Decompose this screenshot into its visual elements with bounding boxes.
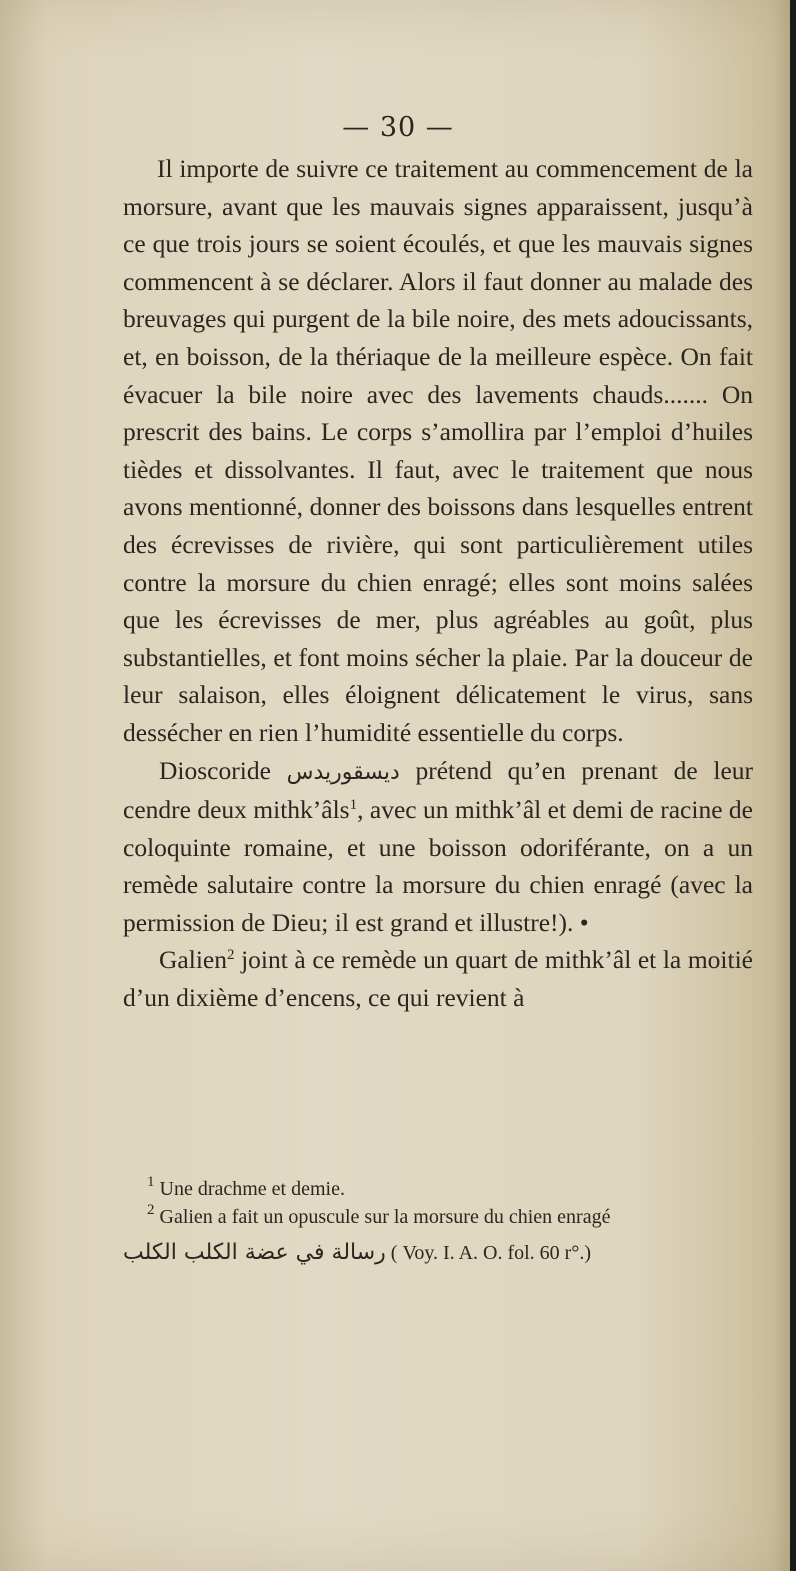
footnotes xyxy=(123,1175,753,1267)
dioscoride-name: Dioscoride xyxy=(159,755,271,785)
paragraph-1: Il importe de suivre ce traitement au commencement de la morsure, avant que les mauvais signes apparaissent, jusqu’à ce que trois jours se soient écoulés, et que les mauvais signes commencent à se déclarer. Alors il faut donner au malade des breuvages qui purgent de la bile noire, des mets adoucissants, et, en boisson, de la thériaque de la meilleure espèce. On fait évacuer la bile noire avec des lavements chauds....... On prescrit des bains. Le corps s’amollira par l’emploi d’huiles tièdes et dissolvantes. Il faut, avec le traitement que nous avons mentionné, donner des boissons dans lesquelles entrent des écrevisses de rivière, qui sont particulièrement utiles contre la morsure du chien enragé; elles sont moins salées que les écrevisses de mer, plus agréables au goût, plus substantielles, et font moins sécher la plaie. Par la douceur de leur salaison, elles éloignent délicatement le virus, sans dessécher en rien l’humidité essentielle du corps. xyxy=(123,154,753,747)
paragraph-2 xyxy=(123,752,753,942)
body-text xyxy=(123,150,753,1017)
paragraph-2-end: , avec un mithk’âl et demi de racine de coloquinte romaine, et une boisson odoriférante, on a un remède salutaire contre la morsure du chien enragé (avec la permission de Dieu; il est grand et illustre!). • xyxy=(123,795,753,937)
page-edge-shadow xyxy=(790,0,796,1571)
footnote-2-line-2 xyxy=(123,1239,753,1267)
page-number: — 30 — xyxy=(342,112,454,143)
paragraph-2-text: prétend qu’en prenant de leur cendre deux mithk’âls xyxy=(123,755,753,825)
footnote-1-text: Une drachme et demie. xyxy=(159,1178,345,1200)
footnote-2-mark: 2 xyxy=(147,1202,155,1218)
footnote-2-reference: ( Voy. I. A. O. fol. 60 r°.) xyxy=(390,1242,592,1264)
footnote-2-text: Galien a fait un opuscule sur la morsure du chien enragé xyxy=(159,1206,611,1228)
footnote-ref-2: 2 xyxy=(226,947,235,964)
arabic-dioscoride: ديسقوريدس xyxy=(286,759,400,785)
footnote-1 xyxy=(123,1175,753,1203)
footnote-ref-1: 1 xyxy=(349,797,358,814)
footnote-2 xyxy=(123,1203,753,1231)
paragraph-3-text: joint à ce remède un quart de mithk’âl et la moitié d’un dixième d’encens, ce qui revient à xyxy=(123,945,753,1013)
footnote-1-mark: 1 xyxy=(147,1174,155,1190)
arabic-title: رسالة في عضة الكلب الكلب xyxy=(123,1240,386,1265)
galien-name: Galien xyxy=(159,945,227,975)
paragraph-3 xyxy=(123,941,753,1016)
